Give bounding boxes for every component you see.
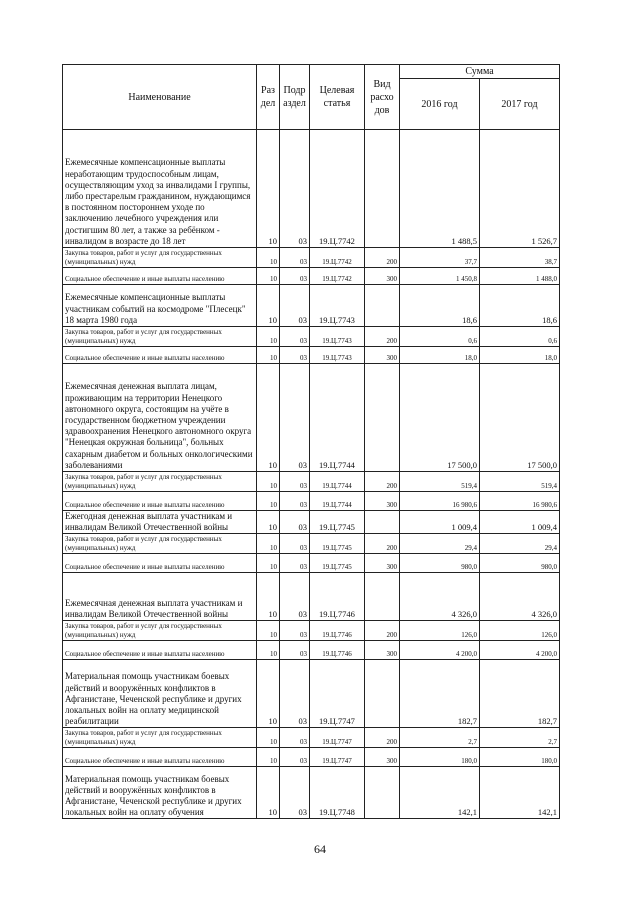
- cell-name: Ежемесячные компенсационные выплаты участникам событий на космодроме "Плесецк" 18 марта 1980 года: [63, 285, 257, 327]
- cell-vid: 200: [365, 728, 400, 748]
- cell-target: 19.Ц.7748: [310, 767, 365, 819]
- cell-name: Социальное обеспечение и иные выплаты населению: [63, 748, 257, 767]
- cell-name: Закупка товаров, работ и услуг для государственных (муниципальных) нужд: [63, 534, 257, 554]
- cell-vid: 200: [365, 534, 400, 554]
- cell-vid: 300: [365, 748, 400, 767]
- cell-target: 19.Ц.7747: [310, 728, 365, 748]
- cell-2016: 4 326,0: [400, 573, 480, 621]
- cell-razdel: 10: [257, 285, 280, 327]
- cell-2017: 126,0: [480, 621, 560, 641]
- cell-2017: 142,1: [480, 767, 560, 819]
- cell-vid: 300: [365, 492, 400, 511]
- cell-name: Закупка товаров, работ и услуг для государственных (муниципальных) нужд: [63, 621, 257, 641]
- cell-razdel: 10: [257, 327, 280, 347]
- cell-razdel: 10: [257, 130, 280, 248]
- cell-podrazdel: 03: [280, 748, 310, 767]
- cell-vid: [365, 660, 400, 728]
- cell-name: Материальная помощь участникам боевых действий и вооружённых конфликтов в Афганистане, Чеченской республике и других локальных войн на оплату обучения: [63, 767, 257, 819]
- table-subrow: [63, 347, 560, 364]
- cell-vid: [365, 573, 400, 621]
- header-2017: 2017 год: [480, 79, 560, 130]
- cell-name: Ежемесячная денежная выплата лицам, проживающим на территории Ненецкого автономного округа, состоящим на учёте в государственном бюджетном учреждении здравоохранения Ненецкого автономного округа "Ненецкая окружная больница", больных сахарным диабетом и больных онкологическими заболеваниями: [63, 364, 257, 472]
- cell-razdel: 10: [257, 248, 280, 268]
- cell-2016: 1 450,8: [400, 268, 480, 285]
- cell-vid: 300: [365, 268, 400, 285]
- cell-razdel: 10: [257, 492, 280, 511]
- cell-vid: 300: [365, 554, 400, 573]
- cell-2017: 4 200,0: [480, 641, 560, 660]
- cell-name: Ежегодная денежная выплата участникам и инвалидам Великой Отечественной войны: [63, 511, 257, 534]
- cell-vid: 300: [365, 641, 400, 660]
- cell-2016: 142,1: [400, 767, 480, 819]
- table-row: [63, 767, 560, 819]
- cell-razdel: 10: [257, 511, 280, 534]
- cell-2016: 0,6: [400, 327, 480, 347]
- cell-name: Социальное обеспечение и иные выплаты населению: [63, 641, 257, 660]
- cell-2016: 980,0: [400, 554, 480, 573]
- cell-name: Социальное обеспечение и иные выплаты населению: [63, 554, 257, 573]
- table-subrow: [63, 554, 560, 573]
- cell-name: Ежемесячные компенсационные выплаты неработающим трудоспособным лицам, осуществляющим уход за инвалидами I группы, либо престарелым гражданином, нуждающимся в постоянном постороннем уходе по заключению лечебного учреждения или достигшим 80 лет, а также за ребёнком - инвалидом в возрасте до 18 лет: [63, 130, 257, 248]
- cell-2016: 126,0: [400, 621, 480, 641]
- cell-target: 19.Ц.7745: [310, 511, 365, 534]
- cell-name: Ежемесячная денежная выплата участникам и инвалидам Великой Отечественной войны: [63, 573, 257, 621]
- cell-target: 19.Ц.7742: [310, 248, 365, 268]
- cell-podrazdel: 03: [280, 347, 310, 364]
- header-podrazdel: Подр аздел: [280, 65, 310, 130]
- table-row: [63, 364, 560, 472]
- cell-podrazdel: 03: [280, 130, 310, 248]
- cell-target: 19.Ц.7744: [310, 472, 365, 492]
- table-subrow: [63, 534, 560, 554]
- table-header: [63, 65, 560, 130]
- cell-podrazdel: 03: [280, 573, 310, 621]
- table-subrow: [63, 248, 560, 268]
- cell-2016: 1 488,5: [400, 130, 480, 248]
- cell-2017: 4 326,0: [480, 573, 560, 621]
- header-sum: Сумма: [400, 65, 560, 79]
- cell-target: 19.Ц.7746: [310, 621, 365, 641]
- cell-2017: 2,7: [480, 728, 560, 748]
- cell-razdel: 10: [257, 364, 280, 472]
- cell-2017: 182,7: [480, 660, 560, 728]
- table-subrow: [63, 492, 560, 511]
- cell-name: Закупка товаров, работ и услуг для государственных (муниципальных) нужд: [63, 327, 257, 347]
- cell-target: 19.Ц.7744: [310, 364, 365, 472]
- cell-podrazdel: 03: [280, 364, 310, 472]
- cell-target: 19.Ц.7746: [310, 641, 365, 660]
- budget-table: [62, 64, 560, 819]
- cell-2017: 1 526,7: [480, 130, 560, 248]
- table-subrow: [63, 748, 560, 767]
- cell-vid: 200: [365, 248, 400, 268]
- cell-2016: 18,6: [400, 285, 480, 327]
- cell-podrazdel: 03: [280, 554, 310, 573]
- cell-2017: 18,0: [480, 347, 560, 364]
- table-subrow: [63, 268, 560, 285]
- cell-target: 19.Ц.7746: [310, 573, 365, 621]
- cell-podrazdel: 03: [280, 268, 310, 285]
- cell-2017: 16 980,6: [480, 492, 560, 511]
- header-vid: Вид расхо дов: [365, 65, 400, 130]
- cell-razdel: 10: [257, 472, 280, 492]
- table-subrow: [63, 728, 560, 748]
- cell-2016: 18,0: [400, 347, 480, 364]
- cell-podrazdel: 03: [280, 641, 310, 660]
- cell-razdel: 10: [257, 728, 280, 748]
- table-row: [63, 511, 560, 534]
- table-row: [63, 285, 560, 327]
- cell-podrazdel: 03: [280, 621, 310, 641]
- cell-2017: 1 488,0: [480, 268, 560, 285]
- cell-2017: 17 500,0: [480, 364, 560, 472]
- cell-2017: 1 009,4: [480, 511, 560, 534]
- cell-name: Материальная помощь участникам боевых действий и вооружённых конфликтов в Афганистане, Чеченской республике и других локальных войн на оплату медицинской реабилитации: [63, 660, 257, 728]
- cell-target: 19.Ц.7745: [310, 554, 365, 573]
- cell-target: 19.Ц.7744: [310, 492, 365, 511]
- cell-razdel: 10: [257, 767, 280, 819]
- table-subrow: [63, 621, 560, 641]
- cell-2016: 180,0: [400, 748, 480, 767]
- cell-podrazdel: 03: [280, 660, 310, 728]
- cell-name: Социальное обеспечение и иные выплаты населению: [63, 347, 257, 364]
- cell-2016: 182,7: [400, 660, 480, 728]
- cell-2017: 519,4: [480, 472, 560, 492]
- header-target: Целевая статья: [310, 65, 365, 130]
- cell-target: 19.Ц.7747: [310, 748, 365, 767]
- cell-podrazdel: 03: [280, 511, 310, 534]
- cell-2016: 1 009,4: [400, 511, 480, 534]
- table-subrow: [63, 472, 560, 492]
- table-row: [63, 573, 560, 621]
- cell-razdel: 10: [257, 534, 280, 554]
- cell-2016: 17 500,0: [400, 364, 480, 472]
- cell-vid: [365, 767, 400, 819]
- header-name: Наименование: [63, 65, 257, 130]
- cell-razdel: 10: [257, 660, 280, 728]
- cell-podrazdel: 03: [280, 248, 310, 268]
- cell-2016: 37,7: [400, 248, 480, 268]
- cell-2016: 29,4: [400, 534, 480, 554]
- cell-target: 19.Ц.7743: [310, 347, 365, 364]
- cell-name: Социальное обеспечение и иные выплаты населению: [63, 268, 257, 285]
- cell-vid: [365, 285, 400, 327]
- cell-razdel: 10: [257, 347, 280, 364]
- cell-2017: 18,6: [480, 285, 560, 327]
- cell-2016: 2,7: [400, 728, 480, 748]
- page-number: 64: [314, 842, 326, 856]
- cell-2017: 180,0: [480, 748, 560, 767]
- cell-razdel: 10: [257, 641, 280, 660]
- header-razdel: Раз дел: [257, 65, 280, 130]
- cell-name: Закупка товаров, работ и услуг для государственных (муниципальных) нужд: [63, 728, 257, 748]
- cell-podrazdel: 03: [280, 534, 310, 554]
- cell-vid: [365, 130, 400, 248]
- cell-2016: 519,4: [400, 472, 480, 492]
- cell-razdel: 10: [257, 621, 280, 641]
- cell-vid: 200: [365, 472, 400, 492]
- cell-target: 19.Ц.7745: [310, 534, 365, 554]
- cell-2016: 4 200,0: [400, 641, 480, 660]
- cell-podrazdel: 03: [280, 285, 310, 327]
- cell-podrazdel: 03: [280, 492, 310, 511]
- cell-2017: 29,4: [480, 534, 560, 554]
- cell-2017: 980,0: [480, 554, 560, 573]
- table-subrow: [63, 641, 560, 660]
- cell-razdel: 10: [257, 268, 280, 285]
- cell-target: 19.Ц.7743: [310, 327, 365, 347]
- cell-vid: [365, 364, 400, 472]
- table-subrow: [63, 327, 560, 347]
- table-row: [63, 660, 560, 728]
- cell-name: Закупка товаров, работ и услуг для государственных (муниципальных) нужд: [63, 472, 257, 492]
- cell-2017: 38,7: [480, 248, 560, 268]
- cell-razdel: 10: [257, 554, 280, 573]
- cell-target: 19.Ц.7742: [310, 268, 365, 285]
- cell-vid: 200: [365, 327, 400, 347]
- cell-podrazdel: 03: [280, 728, 310, 748]
- cell-2017: 0,6: [480, 327, 560, 347]
- cell-target: 19.Ц.7743: [310, 285, 365, 327]
- cell-2016: 16 980,6: [400, 492, 480, 511]
- cell-vid: [365, 511, 400, 534]
- table-body: [63, 130, 560, 819]
- cell-target: 19.Ц.7747: [310, 660, 365, 728]
- cell-vid: 200: [365, 621, 400, 641]
- cell-podrazdel: 03: [280, 767, 310, 819]
- cell-podrazdel: 03: [280, 472, 310, 492]
- cell-razdel: 10: [257, 573, 280, 621]
- header-2016: 2016 год: [400, 79, 480, 130]
- cell-vid: 300: [365, 347, 400, 364]
- table-row: [63, 130, 560, 248]
- cell-name: Закупка товаров, работ и услуг для государственных (муниципальных) нужд: [63, 248, 257, 268]
- cell-razdel: 10: [257, 748, 280, 767]
- cell-name: Социальное обеспечение и иные выплаты населению: [63, 492, 257, 511]
- cell-podrazdel: 03: [280, 327, 310, 347]
- cell-target: 19.Ц.7742: [310, 130, 365, 248]
